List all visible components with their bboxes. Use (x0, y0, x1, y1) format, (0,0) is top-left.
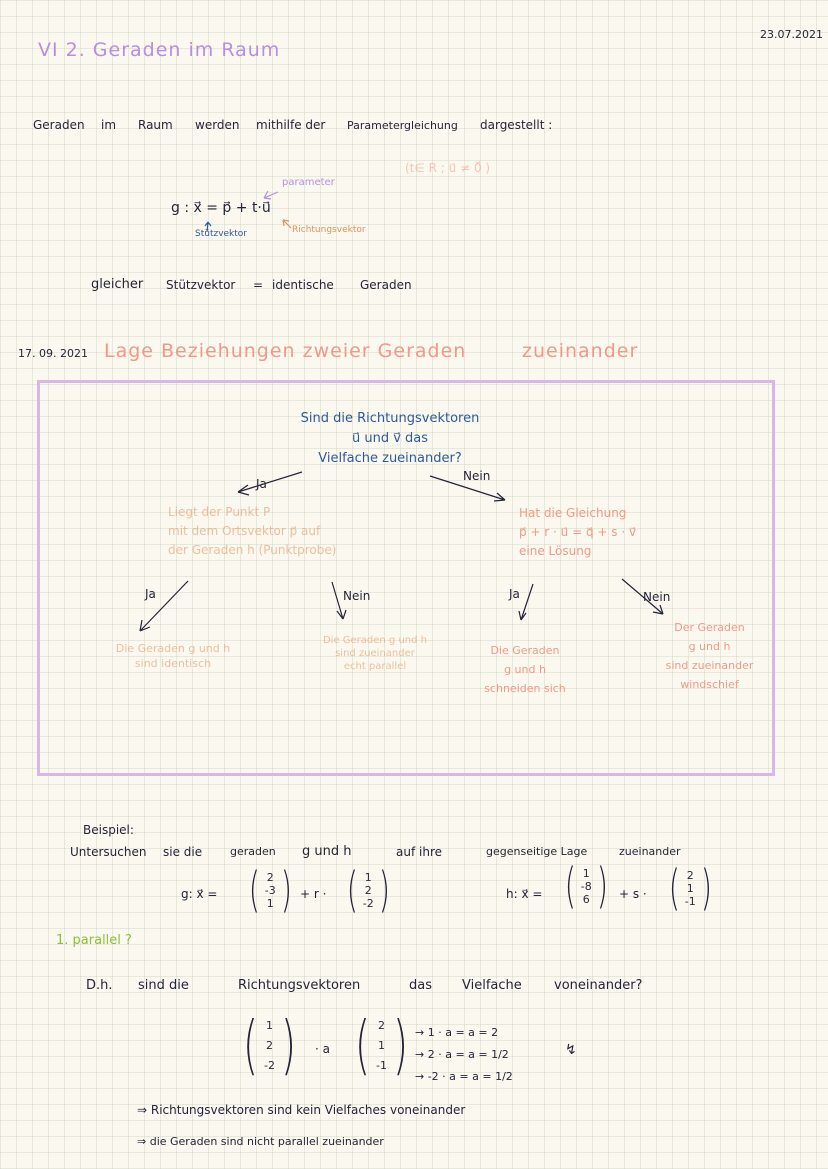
intro-word-7: dargestellt : (480, 118, 553, 132)
intro-word-1: Geraden (33, 118, 85, 132)
parameter-label: parameter (282, 177, 335, 188)
identisch-word-3: identische (272, 278, 334, 292)
left-question (168, 503, 336, 560)
branch-nein-2: Nein (343, 589, 371, 603)
h-support-vector: ( 1 -8 6 ) (564, 858, 608, 914)
date-top: 23.07.2021 (760, 28, 823, 41)
h-q-3: 6 (582, 892, 590, 906)
result-parallel (300, 634, 450, 673)
intro-word-2: im (101, 118, 117, 132)
h-v-1: 2 (686, 868, 694, 882)
step1-times-a: · a (315, 1042, 330, 1056)
result-windschief-line-1: Der Geraden (674, 621, 745, 634)
result-parallel-line-3: echt parallel (343, 661, 407, 672)
step1-right-vector: ( 2 1 -1 ) (354, 1009, 408, 1083)
left-question-line-3: der Geraden h (Punktprobe) (168, 543, 337, 557)
contradiction-icon: ↯ (565, 1042, 577, 1058)
section-title-end: zueinander (522, 340, 639, 362)
step1-word-1: D.h. (86, 978, 113, 993)
g-equation-label: g: x⃗ = (181, 887, 218, 901)
question-line-3: Vielfache zueinander? (318, 451, 462, 466)
result-identisch-line-2: sind identisch (134, 657, 212, 670)
result-windschief-line-2: g und h (688, 640, 731, 653)
result-schneiden-line-2: g und h (504, 663, 546, 676)
stuetzvektor-label: Stützvektor (195, 229, 248, 239)
task-word-4: g und h (302, 844, 352, 859)
task-word-5: auf ihre (396, 845, 442, 859)
tree-root-question (280, 409, 500, 469)
step1-word-3: Richtungsvektoren (238, 978, 361, 993)
result-schneiden (470, 641, 580, 698)
g-support-vector: ( 2 -3 1 ) (248, 862, 292, 918)
lv-3: -2 (263, 1059, 275, 1072)
section-date: 17. 09. 2021 (18, 347, 88, 360)
branch-ja-3: Ja (509, 587, 520, 601)
step1-left-vector: ( 1 2 -2 ) (242, 1009, 296, 1083)
result-schneiden-line-1: Die Geraden (490, 644, 560, 657)
result-schneiden-line-3: schneiden sich (484, 682, 566, 695)
parameter-pointer-icon (264, 191, 278, 199)
step1-word-5: Vielfache (462, 978, 522, 993)
right-question-line-3: eine Lösung (519, 544, 592, 558)
step1-word-4: das (409, 978, 432, 993)
step1-label: 1. parallel ? (56, 933, 132, 948)
h-v-3: -1 (684, 894, 696, 908)
h-s-term: + s · (619, 887, 647, 901)
identisch-equals: = (253, 278, 264, 292)
branch-ja: Ja (256, 477, 267, 491)
branch-nein: Nein (463, 469, 491, 483)
identisch-word-2: Stützvektor (166, 278, 236, 292)
eq-2: → 2 · a = a = 1/2 (415, 1048, 509, 1061)
richtungsvektor-label: Richtungsvektor (292, 225, 366, 235)
task-word-2: sie die (163, 845, 203, 859)
intro-word-3: Raum (138, 118, 173, 132)
result-parallel-line-2: sind zueinander (335, 648, 415, 659)
intro-word-5: mithilfe der (256, 118, 326, 132)
left-question-line-1: Liegt der Punkt P (168, 505, 271, 519)
step1-word-6: voneinander? (554, 978, 643, 993)
richtung-pointer-icon (283, 220, 291, 228)
branch-nein-3: Nein (643, 590, 671, 604)
task-word-7: zueinander (619, 845, 681, 858)
task-word-6: gegenseitige Lage (486, 845, 588, 858)
rv-1: 2 (377, 1019, 385, 1032)
h-v-2: 1 (686, 881, 694, 895)
line-equation: g : x⃗ = p⃗ + t·u⃗ (171, 200, 271, 216)
right-question-line-2: p⃗ + r · u⃗ = q⃗ + s · v⃗ (519, 525, 637, 539)
question-line-2: u⃗ und v⃗ das (351, 431, 429, 446)
g-r-term: + r · (300, 887, 327, 901)
example-label: Beispiel: (83, 823, 134, 837)
step1-word-2: sind die (138, 978, 189, 993)
result-windschief (652, 618, 767, 694)
rv-3: -1 (375, 1059, 387, 1072)
g-p-2: -3 (264, 883, 276, 897)
intro-word-4: werden (195, 118, 240, 132)
task-word-3: geraden (230, 845, 276, 858)
result-parallel-line-1: Die Geraden g und h (322, 635, 428, 646)
g-u-1: 1 (364, 870, 372, 884)
eq-3: → -2 · a = a = 1/2 (415, 1070, 513, 1083)
right-question-line-1: Hat die Gleichung (519, 506, 627, 520)
step1-equations (415, 1022, 513, 1088)
intro-condition: (t∈ R ; u⃗ ≠ 0⃗ ) (405, 161, 491, 175)
g-u-2: 2 (364, 883, 372, 897)
right-question (519, 504, 636, 561)
question-line-1: Sind die Richtungsvektoren (300, 411, 480, 426)
result-identisch (88, 641, 258, 671)
result-identisch-line-1: Die Geraden g und h (115, 642, 231, 655)
section-title: Lage Beziehungen zweier Geraden (104, 340, 467, 362)
rv-2: 1 (377, 1039, 385, 1052)
g-p-1: 2 (266, 870, 274, 884)
conclusion-1: ⇒ Richtungsvektoren sind kein Vielfaches voneinander (137, 1103, 466, 1117)
g-direction-vector: ( 1 2 -2 ) (346, 862, 390, 918)
lv-1: 1 (265, 1019, 273, 1032)
conclusion-2: ⇒ die Geraden sind nicht parallel zueinander (137, 1135, 384, 1148)
result-windschief-line-3: sind zueinander (665, 659, 754, 672)
identisch-word-1: gleicher (91, 277, 144, 292)
branch-ja-2: Ja (145, 587, 156, 601)
left-question-line-2: mit dem Ortsvektor p⃗ auf (168, 524, 321, 538)
eq-1: → 1 · a = a = 2 (415, 1026, 499, 1039)
g-u-3: -2 (362, 896, 374, 910)
h-q-2: -8 (580, 879, 592, 893)
task-word-1: Untersuchen (70, 845, 147, 859)
result-windschief-line-4: windschief (680, 678, 739, 691)
g-p-3: 1 (266, 896, 274, 910)
identisch-word-4: Geraden (360, 278, 412, 292)
intro-word-6: Parametergleichung (347, 119, 458, 132)
h-q-1: 1 (582, 866, 590, 880)
h-equation-label: h: x⃗ = (506, 887, 543, 901)
h-direction-vector: ( 2 1 -1 ) (668, 860, 712, 916)
page-title: VI 2. Geraden im Raum (38, 39, 281, 61)
lv-2: 2 (265, 1039, 273, 1052)
